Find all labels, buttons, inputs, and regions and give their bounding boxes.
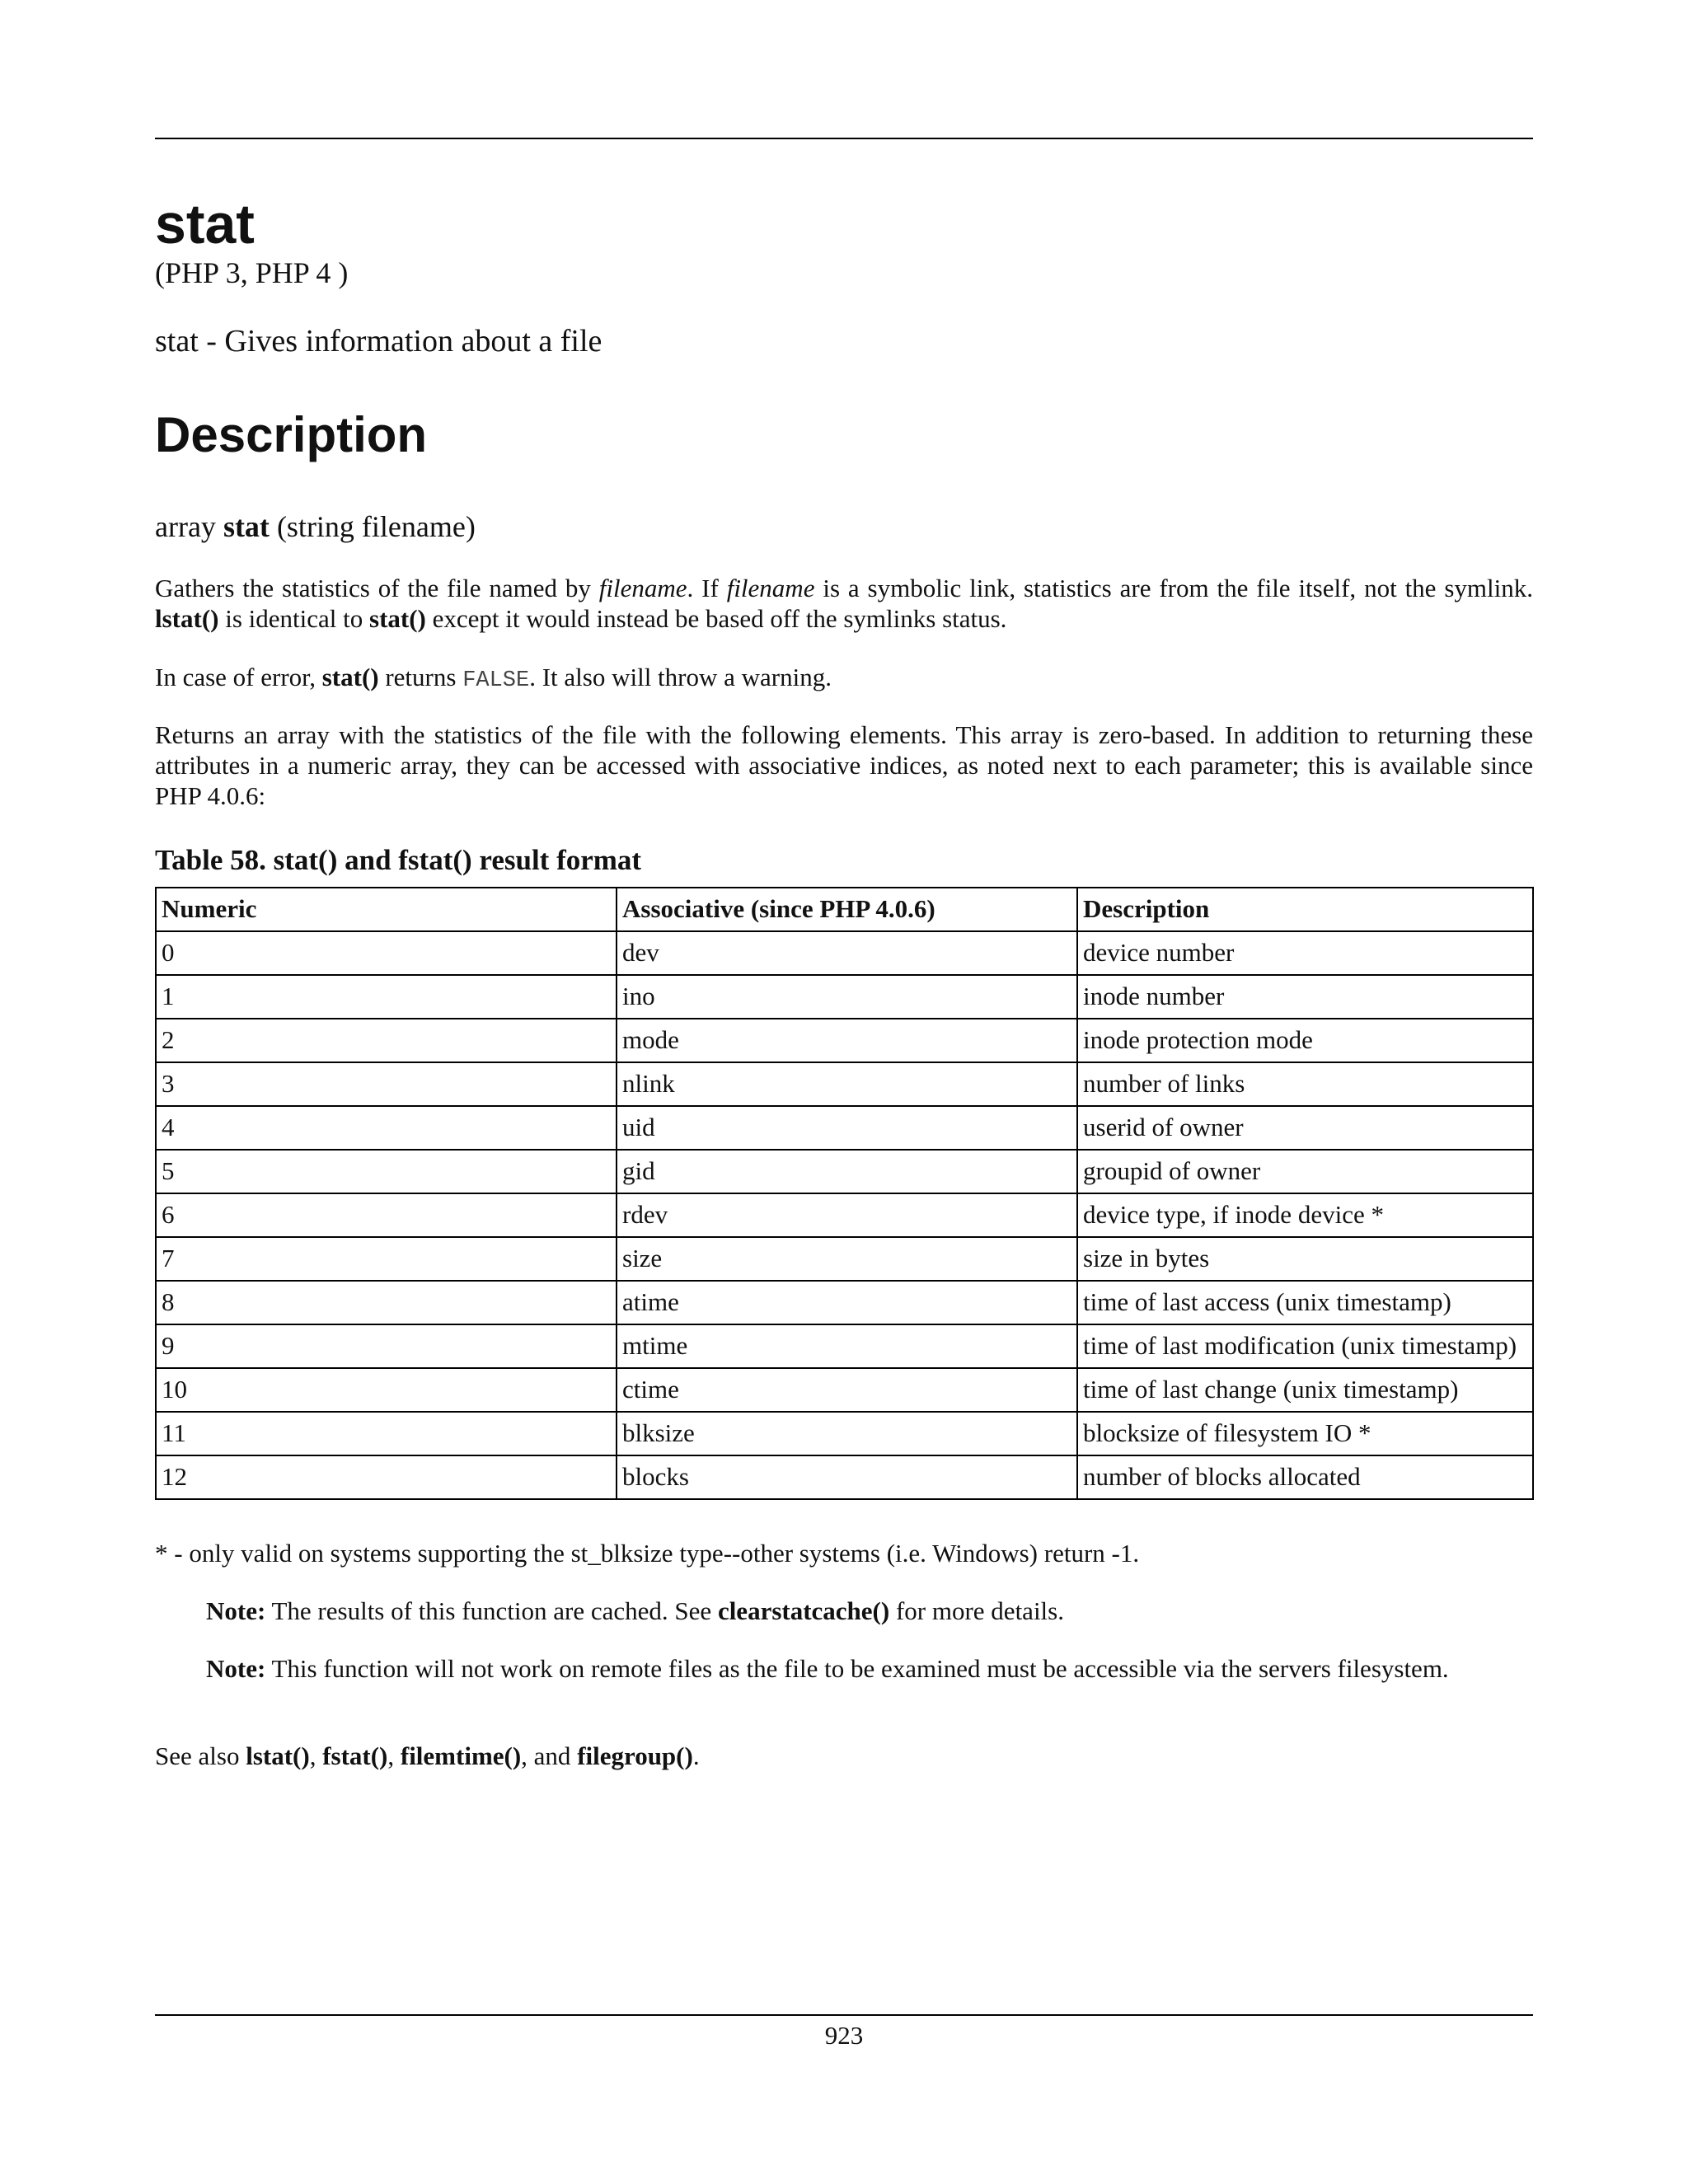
cell-numeric: 5 [156,1150,617,1193]
table-row [156,1237,1533,1281]
table-row [156,1019,1533,1062]
function-purpose: stat - Gives information about a file [155,324,603,359]
cell-numeric: 0 [156,931,617,975]
table-row [156,1062,1533,1106]
table-row [156,1368,1533,1412]
page-number: 923 [824,2021,864,2050]
function-link-fstat[interactable]: fstat() [322,1741,388,1770]
function-title: stat [155,193,255,255]
table-row [156,1324,1533,1368]
error-paragraph [155,662,1533,696]
cell-numeric: 7 [156,1237,617,1281]
cell-description: inode number [1077,975,1533,1019]
function-link-filemtime[interactable]: filemtime() [400,1741,522,1770]
note-label: Note: [206,1596,266,1625]
table-row [156,1193,1533,1237]
cell-description: time of last change (unix timestamp) [1077,1368,1533,1412]
see-also [155,1741,700,1771]
cell-numeric: 11 [156,1412,617,1455]
text: . [692,1741,700,1770]
synopsis-params: (string filename) [276,510,476,543]
text: . It also will throw a warning. [529,663,832,691]
cell-description: userid of owner [1077,1106,1533,1150]
table-row [156,1106,1533,1150]
table-header-row [156,888,1533,931]
text: is identical to [218,604,370,633]
text: In case of error, [155,663,322,691]
text: The results of this function are cached. See [265,1596,718,1625]
cell-description: device number [1077,931,1533,975]
cell-description: number of blocks allocated [1077,1455,1533,1499]
table-row [156,1455,1533,1499]
description-paragraph [155,573,1533,634]
header-rule [155,138,1533,139]
cell-numeric: 2 [156,1019,617,1062]
cell-associative: atime [617,1281,1077,1324]
function-synopsis [155,508,476,546]
table-row [156,1412,1533,1455]
note-cached [206,1596,1482,1626]
return-type: array [155,510,216,543]
cell-description: time of last modification (unix timestamp) [1077,1324,1533,1368]
result-format-table [155,887,1534,1500]
footer-rule [155,2014,1533,2016]
cell-associative: gid [617,1150,1077,1193]
table-row [156,975,1533,1019]
text: See also [155,1741,246,1770]
function-link-clearstatcache[interactable]: clearstatcache() [717,1596,890,1625]
cell-description: groupid of owner [1077,1150,1533,1193]
returns-paragraph: Returns an array with the statistics of the file with the following elements. This array is zero-based. In addition to returning these attributes in a numeric array, they can be accessed with associative indices, as noted next to each parameter; this is available since PHP 4.0.6: [155,720,1533,810]
text: except it would instead be based off the symlinks status. [425,604,1007,633]
cell-numeric: 12 [156,1455,617,1499]
section-title: Description [155,407,428,462]
note-label: Note: [206,1654,266,1683]
function-link-lstat[interactable]: lstat() [155,604,219,633]
text: for more details. [889,1596,1064,1625]
table-footnote: * - only valid on systems supporting the st_blksize type--other systems (i.e. Windows) return -1. [155,1539,1140,1568]
cell-numeric: 4 [156,1106,617,1150]
column-header-description: Description [1077,888,1533,931]
cell-associative: ino [617,975,1077,1019]
separator: , [387,1741,401,1770]
parameter-name: filename [726,574,815,602]
column-header-numeric: Numeric [156,888,617,931]
cell-associative: size [617,1237,1077,1281]
cell-description: inode protection mode [1077,1019,1533,1062]
cell-associative: ctime [617,1368,1077,1412]
cell-numeric: 9 [156,1324,617,1368]
cell-numeric: 10 [156,1368,617,1412]
php-versions: (PHP 3, PHP 4 ) [155,256,349,289]
cell-numeric: 3 [156,1062,617,1106]
text: Gathers the statistics of the file named by [155,574,599,602]
synopsis-function-name: stat [223,510,270,543]
text: . If [687,574,727,602]
function-link-lstat[interactable]: lstat() [246,1741,310,1770]
cell-description: number of links [1077,1062,1533,1106]
function-link-filegroup[interactable]: filegroup() [577,1741,693,1770]
cell-description: time of last access (unix timestamp) [1077,1281,1533,1324]
function-link-stat[interactable]: stat() [321,663,379,691]
table-title: Table 58. stat() and fstat() result format [155,844,642,876]
text: is a symbolic link, statistics are from the file itself, not the symlink. [814,574,1533,602]
parameter-name: filename [598,574,687,602]
function-link-stat[interactable]: stat() [369,604,426,633]
table-row [156,1281,1533,1324]
cell-associative: mode [617,1019,1077,1062]
cell-associative: rdev [617,1193,1077,1237]
cell-description: blocksize of filesystem IO * [1077,1412,1533,1455]
constant-false: FALSE [462,668,530,693]
separator: , and [521,1741,578,1770]
cell-numeric: 6 [156,1193,617,1237]
cell-associative: uid [617,1106,1077,1150]
column-header-associative: Associative (since PHP 4.0.6) [617,888,1077,931]
cell-description: device type, if inode device * [1077,1193,1533,1237]
cell-associative: mtime [617,1324,1077,1368]
cell-associative: blksize [617,1412,1077,1455]
cell-associative: nlink [617,1062,1077,1106]
cell-associative: dev [617,931,1077,975]
cell-numeric: 8 [156,1281,617,1324]
table-row [156,1150,1533,1193]
note-remote-files [206,1653,1482,1684]
cell-description: size in bytes [1077,1237,1533,1281]
cell-numeric: 1 [156,975,617,1019]
text: returns [378,663,463,691]
text: This function will not work on remote files as the file to be examined must be accessible via the servers filesystem. [265,1654,1449,1683]
cell-associative: blocks [617,1455,1077,1499]
separator: , [309,1741,323,1770]
table-row [156,931,1533,975]
